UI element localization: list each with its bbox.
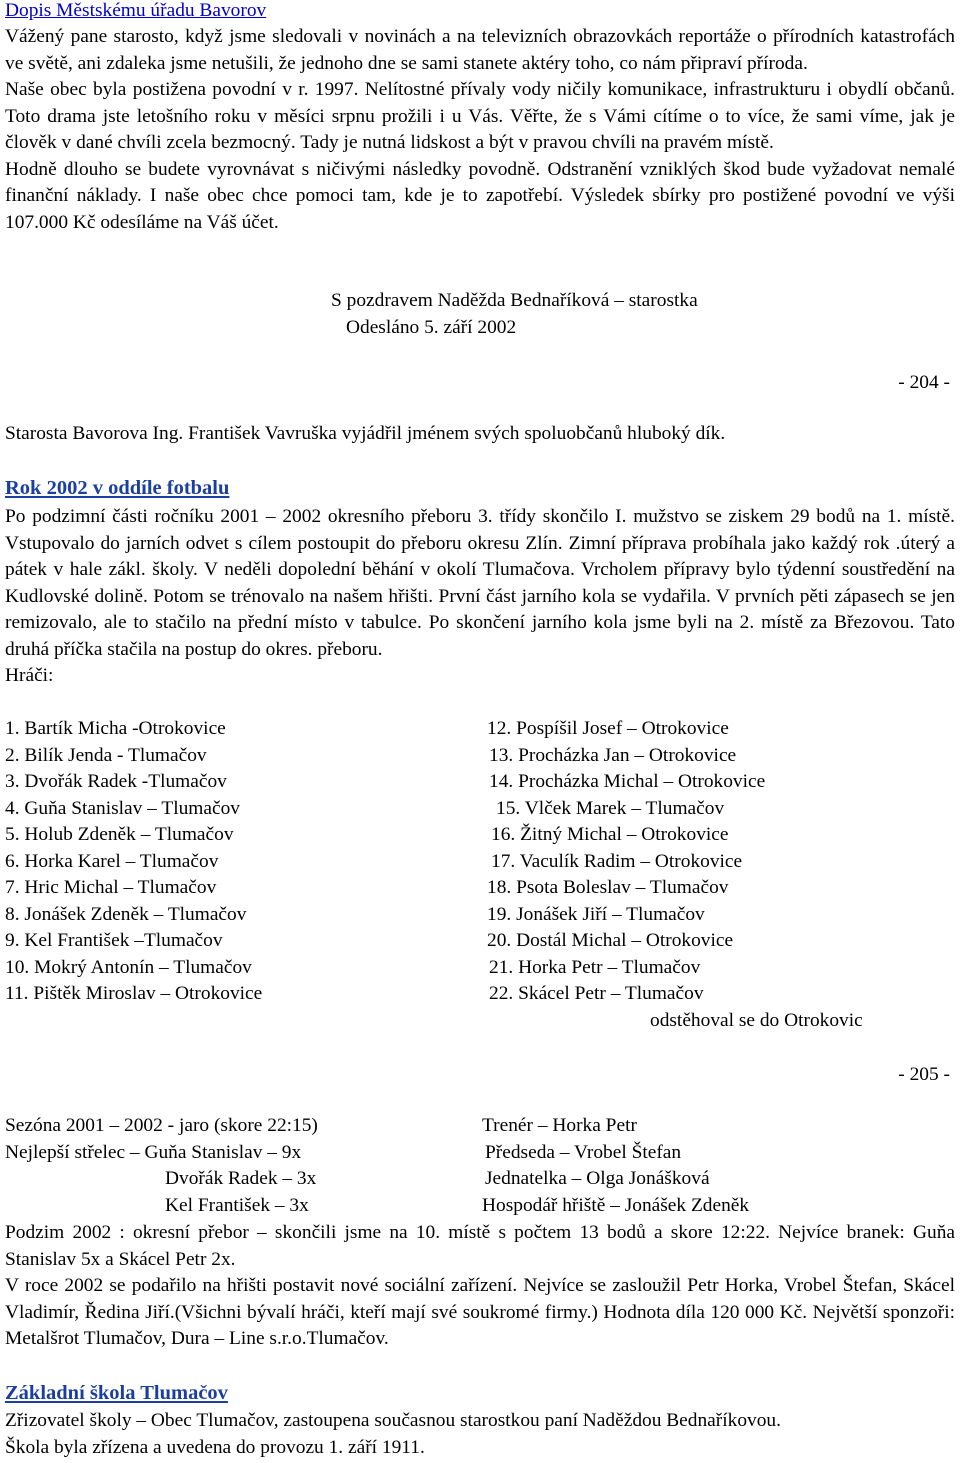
player-left: 6. Horka Karel – Tlumačov: [5, 850, 219, 872]
letter-sent-date: Odesláno 5. září 2002: [346, 317, 517, 338]
roster-row: [5, 902, 955, 929]
letter-paragraph-3: Hodně dlouho se budete vyrovnávat s ničivými následky povodně. Odstranění vzniklých škod bude vyžadovat nemalé finanční náklady. I naše obec chce pomoci tam, kde je to zapotřebí. Výsledek sbírky pro postižené povodní ve výši 107.000 Kč odesíláme na Váš účet.: [5, 158, 955, 233]
roster-row: [5, 796, 955, 823]
player-left: 3. Dvořák Radek -Tlumačov: [5, 771, 227, 792]
roster-row: [5, 743, 955, 770]
players-roster: [5, 716, 955, 1008]
autumn-paragraph: Podzim 2002 : okresní přebor – skončili jsme na 10. místě s počtem 13 bodů a skore 12:22. Nejvíce branek: Guňa Stanislav 5x a Skácel Petr 2x.: [5, 1222, 955, 1270]
player-left: 8. Jonášek Zdeněk – Tlumačov: [5, 903, 247, 925]
club-official: Jednatelka – Olga Jonášková: [485, 1168, 710, 1189]
letter-signature: S pozdravem Naděžda Bednaříková – starostka: [331, 290, 698, 311]
season-stat: Dvořák Radek – 3x: [165, 1168, 317, 1189]
player-left: 1. Bartík Micha -Otrokovice: [5, 718, 226, 739]
roster-row: [5, 822, 955, 849]
roster-row: [5, 955, 955, 982]
club-official: Trenér – Horka Petr: [482, 1115, 637, 1136]
player-right: 19. Jonášek Jiří – Tlumačov: [487, 903, 705, 925]
roster-row: [5, 928, 955, 955]
roster-row: [5, 849, 955, 876]
player-right: 18. Psota Boleslav – Tlumačov: [487, 877, 729, 898]
season-notes: [5, 1220, 955, 1353]
player-left: 11. Pištěk Miroslav – Otrokovice: [5, 983, 263, 1004]
player-left: 5. Holub Zdeněk – Tlumačov: [5, 824, 234, 845]
player-left: 10. Mokrý Antonín – Tlumačov: [5, 956, 252, 978]
letter-paragraph-1: Vážený pane starosto, když jsme sledovali v novinách a na televizních obrazovkách reportáže o přírodních katastrofách ve světě, ani zdaleka jsme netušili, že jednoho dne se sami stanete aktéry toho, co nám připraví příroda.: [5, 26, 955, 74]
player-right: 15. Vlček Marek – Tlumačov: [496, 797, 725, 819]
player-left: 9. Kel František –Tlumačov: [5, 930, 223, 951]
page-number: - 204 -: [898, 372, 950, 393]
page-number: - 205 -: [898, 1064, 950, 1085]
roster-row: [5, 716, 955, 743]
club-official: Hospodář hřiště – Jonášek Zdeněk: [482, 1195, 750, 1216]
player-right: 14. Procházka Michal – Otrokovice: [489, 771, 766, 792]
school-line: Zřizovatel školy – Obec Tlumačov, zastoupena současnou starostkou paní Naděždou Bednaříkovou.: [5, 1410, 781, 1431]
moved-note: odstěhoval se do Otrokovic: [650, 1010, 863, 1031]
school-line: Škola byla zřízena a uvedena do provozu 1. září 1911.: [5, 1436, 425, 1458]
school-body: [5, 1408, 955, 1461]
club-official: Předseda – Vrobel Štefan: [485, 1142, 682, 1163]
season-stat: Kel František – 3x: [165, 1195, 309, 1216]
player-right: 20. Dostál Michal – Otrokovice: [487, 930, 734, 951]
letter-heading[interactable]: [5, 0, 266, 25]
roster-row: [5, 875, 955, 902]
facility-paragraph: V roce 2002 se podařilo na hřišti postavit nové sociální zařízení. Nejvíce se zasloužil Petr Horka, Vrobel Štefan, Skácel Vladimír, Ředina Jiří.(Všichni bývalí hráči, kteří mají své soukromé firmy.) Hodnota díla 120 000 Kč. Největší sponzoři: Metalšrot Tlumačov, Dura – Line s.r.o.Tlumačov.: [5, 1275, 955, 1349]
football-body: [5, 504, 955, 690]
season-stat: Sezóna 2001 – 2002 - jaro (skore 22:15): [5, 1115, 318, 1136]
player-right: 22. Skácel Petr – Tlumačov: [489, 983, 704, 1004]
thanks-note: Starosta Bavorova Ing. František Vavruška vyjádřil jménem svých spoluobčanů hluboký dík.: [5, 423, 726, 444]
roster-row: [5, 769, 955, 796]
player-left: 4. Guňa Stanislav – Tlumačov: [5, 797, 240, 819]
letter-paragraph-2: Naše obec byla postižena povodní v r. 1997. Nelítostné přívaly vody ničily komunikace, infrastrukturu i obydlí občanů. Toto drama jste letošního roku v měsíci srpnu prožili i u Vás. Věřte, že s Vámi cítíme o to více, že sami víme, jak je člověk v dané chvíli zcela bezmocný. Tady je nutná lidskost a být v pravou chvíli na pravém místě.: [5, 79, 955, 153]
season-stat: Nejlepší střelec – Guňa Stanislav – 9x: [5, 1142, 302, 1163]
letter-body: [5, 24, 955, 236]
player-right: 17. Vaculík Radim – Otrokovice: [491, 850, 743, 872]
letter-heading-link[interactable]: Dopis Městskému úřadu Bavorov: [5, 0, 267, 21]
football-section-title[interactable]: Rok 2002 v oddíle fotbalu: [5, 477, 230, 499]
roster-row: [5, 981, 955, 1008]
player-left: 7. Hric Michal – Tlumačov: [5, 877, 217, 898]
football-paragraph: Po podzimní části ročníku 2001 – 2002 okresního přeboru 3. třídy skončilo I. mužstvo se ziskem 29 bodů na 1. místě. Vstupovalo do jarních odvet s cílem postoupit do přeboru okresu Zlín. Zimní příprava probíhala jako každý rok .úterý a pátek v hale zákl. školy. V neděli dopolední běhání v okolí Tlumačova. Vrcholem přípravy bylo týdenní soustředění na Kudlovské dolině. Potom se trénovalo na našem hřišti. První část jarního kola se vydařila. V prvních pěti zápasech se jen remizovalo, ale to stačilo na přední místo v tabulce. Po skončení jarního kola jsme byli na 2. místě za Březovou. Tato druhá příčka stačila na postup do okres. přeboru.: [5, 506, 955, 660]
player-left: 2. Bilík Jenda - Tlumačov: [5, 744, 207, 766]
player-right: 12. Pospíšil Josef – Otrokovice: [487, 718, 729, 739]
player-right: 16. Žitný Michal – Otrokovice: [491, 824, 729, 845]
player-right: 21. Horka Petr – Tlumačov: [489, 956, 701, 978]
player-right: 13. Procházka Jan – Otrokovice: [489, 744, 737, 766]
players-label: Hráči:: [5, 665, 54, 686]
school-section-title[interactable]: Základní škola Tlumačov: [5, 1382, 228, 1404]
